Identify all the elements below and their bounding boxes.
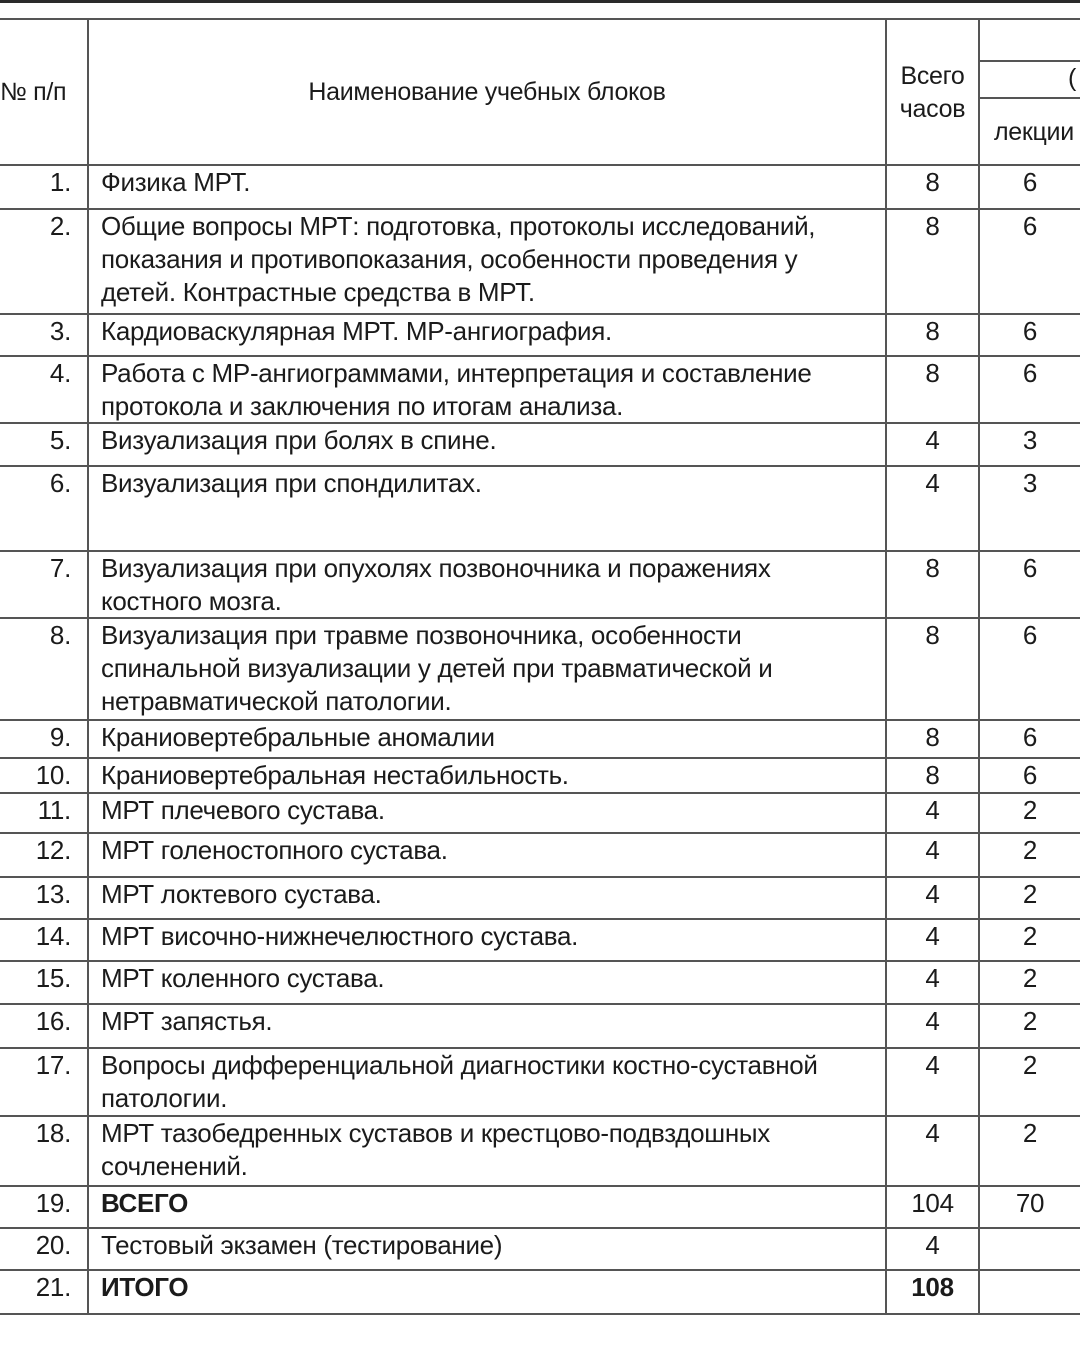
block-name: Кардиоваскулярная МРТ. МР-ангиография. — [101, 316, 612, 346]
header-total-line2: часов — [899, 95, 966, 123]
row-number: 11. — [37, 795, 71, 825]
lecture-hours: 6 — [1022, 620, 1038, 650]
row-number: 6. — [49, 468, 71, 498]
block-name: Вопросы дифференциальной диагностики костно-суставной патологии. — [101, 1050, 818, 1113]
total-hours: 8 — [925, 211, 940, 241]
top-border — [0, 0, 1080, 3]
lecture-hours: 2 — [1022, 1006, 1038, 1036]
block-name: ИТОГО — [101, 1272, 189, 1302]
row-border — [0, 1313, 1080, 1315]
header-name: Наименование учебных блоков — [308, 78, 666, 106]
row-number: 1. — [49, 167, 71, 197]
block-name: МРТ височно-нижнечелюстного сустава. — [101, 921, 579, 951]
total-hours: 8 — [925, 553, 940, 583]
lecture-hours: 6 — [1022, 211, 1038, 241]
row-number: 12. — [35, 835, 71, 865]
total-hours: 8 — [925, 620, 940, 650]
row-number: 9. — [49, 722, 71, 752]
total-hours: 108 — [911, 1272, 954, 1302]
lecture-hours: 6 — [1022, 760, 1038, 790]
total-hours: 4 — [925, 425, 940, 455]
row-border — [0, 18, 1080, 20]
total-hours: 8 — [925, 722, 940, 752]
block-name: МРТ запястья. — [101, 1006, 273, 1036]
row-number: 19. — [35, 1188, 71, 1218]
row-number: 8. — [49, 620, 71, 650]
total-hours: 104 — [911, 1188, 954, 1218]
lecture-hours: 6 — [1022, 553, 1038, 583]
lecture-hours: 2 — [1022, 835, 1038, 865]
block-name: Работа с МР-ангиограммами, интерпретация и составление протокола и заключения по итогам анализа. — [101, 358, 812, 421]
block-name: Физика МРТ. — [101, 167, 251, 197]
row-number: 21. — [35, 1272, 71, 1302]
lecture-hours: 6 — [1022, 167, 1038, 197]
header-number: № п/п — [0, 78, 67, 106]
header-lectures: лекции — [994, 118, 1074, 146]
block-name: ВСЕГО — [101, 1188, 189, 1218]
lecture-hours: 2 — [1022, 963, 1038, 993]
total-hours: 4 — [925, 1006, 940, 1036]
row-number: 7. — [49, 553, 71, 583]
lecture-hours: 2 — [1022, 795, 1038, 825]
total-hours: 4 — [925, 921, 940, 951]
total-hours: 4 — [925, 879, 940, 909]
lecture-hours: 6 — [1022, 358, 1038, 388]
lecture-hours: 70 — [1015, 1188, 1045, 1218]
block-name: Визуализация при опухолях позвоночника и поражениях костного мозга. — [101, 553, 771, 616]
block-name: Краниовертебральная нестабильность. — [101, 760, 569, 790]
header-clipped: ( — [1068, 64, 1077, 92]
row-number: 4. — [49, 358, 71, 388]
header-total-line1: Всего — [900, 62, 965, 90]
lecture-hours: 2 — [1022, 921, 1038, 951]
total-hours: 4 — [925, 795, 940, 825]
block-name: Краниовертебральные аномалии — [101, 722, 495, 752]
lecture-hours: 2 — [1022, 879, 1038, 909]
block-name: МРТ голеностопного сустава. — [101, 835, 448, 865]
total-hours: 4 — [925, 1118, 940, 1148]
row-number: 18. — [35, 1118, 71, 1148]
block-name: МРТ коленного сустава. — [101, 963, 385, 993]
total-hours: 8 — [925, 760, 940, 790]
lecture-hours: 2 — [1022, 1050, 1038, 1080]
lecture-hours: 3 — [1022, 468, 1038, 498]
block-name: Визуализация при болях в спине. — [101, 425, 497, 455]
block-name: Общие вопросы МРТ: подготовка, протоколы исследований, показания и противопоказания, особенности проведения у детей. Контрастные средства в МРТ. — [101, 211, 816, 307]
block-name: Визуализация при травме позвоночника, особенности спинальной визуализации у детей при травматической и нетравматической патологии. — [101, 620, 773, 716]
total-hours: 4 — [925, 1050, 940, 1080]
row-number: 10. — [35, 760, 71, 790]
block-name: Тестовый экзамен (тестирование) — [101, 1230, 503, 1260]
lecture-hours: 6 — [1022, 316, 1038, 346]
header-subgroup-border — [978, 97, 1080, 99]
lecture-hours: 2 — [1022, 1118, 1038, 1148]
block-name: МРТ тазобедренных суставов и крестцово-подвздошных сочленений. — [101, 1118, 771, 1181]
row-number: 5. — [49, 425, 71, 455]
block-name: Визуализация при спондилитах. — [101, 468, 482, 498]
row-number: 16. — [35, 1006, 71, 1036]
row-number: 17. — [35, 1050, 71, 1080]
row-number: 14. — [35, 921, 71, 951]
total-hours: 4 — [925, 1230, 940, 1260]
row-number: 15. — [35, 963, 71, 993]
row-number: 13. — [35, 879, 71, 909]
block-name: МРТ плечевого сустава. — [101, 795, 385, 825]
total-hours: 4 — [925, 963, 940, 993]
block-name: МРТ локтевого сустава. — [101, 879, 382, 909]
row-number: 3. — [49, 316, 71, 346]
total-hours: 8 — [925, 167, 940, 197]
header-subgroup-border — [978, 60, 1080, 62]
lecture-hours: 3 — [1022, 425, 1038, 455]
total-hours: 8 — [925, 316, 940, 346]
lecture-hours: 6 — [1022, 722, 1038, 752]
row-number: 2. — [49, 211, 71, 241]
total-hours: 8 — [925, 358, 940, 388]
column-border — [87, 18, 89, 1315]
row-number: 20. — [35, 1230, 71, 1260]
total-hours: 4 — [925, 835, 940, 865]
total-hours: 4 — [925, 468, 940, 498]
